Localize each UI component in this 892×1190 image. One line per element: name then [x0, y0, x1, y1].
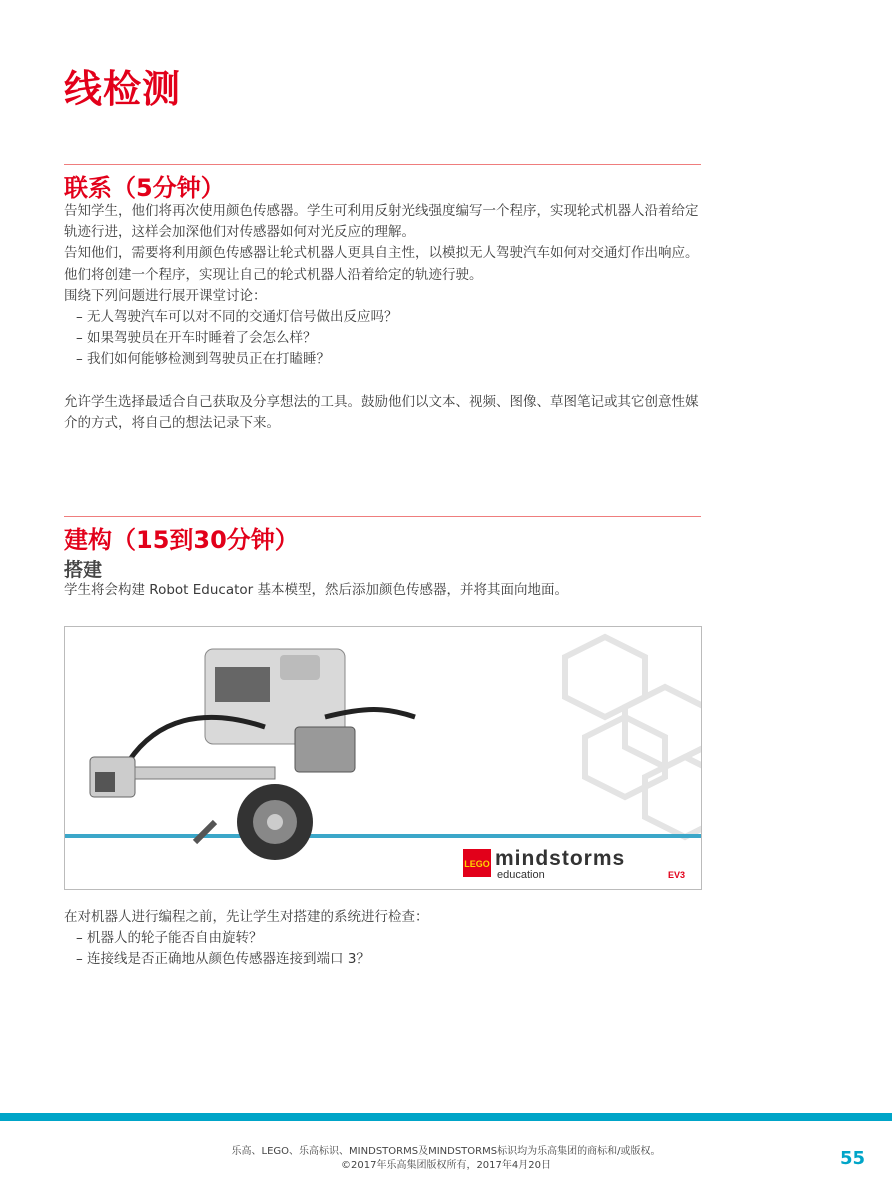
- section-connect-body: [64, 201, 704, 434]
- list-item: – 我们如何能够检测到驾驶员正在打瞌睡？: [76, 351, 331, 368]
- build-intro: 学生将会构建 Robot Educator 基本模型，然后添加颜色传感器，并将其面向地面。: [64, 582, 568, 598]
- page-number: 55: [840, 1148, 866, 1169]
- hexagon-pattern: [565, 637, 701, 837]
- robot-model-image: [64, 626, 702, 890]
- paragraph: 围绕下列问题进行展开课堂讨论：: [64, 287, 267, 304]
- section-heading-construct: 建构（15到30分钟）: [64, 526, 299, 554]
- lego-logo-text: LEGO: [464, 859, 490, 869]
- mindstorms-logo: [463, 847, 685, 881]
- footer-bar: [0, 1113, 892, 1121]
- section-heading-connect: 联系（5分钟）: [64, 174, 225, 202]
- paragraph: 在对机器人进行编程之前，先让学生对搭建的系统进行检查：: [64, 909, 429, 925]
- footer-copyright: ©2017年乐高集团版权所有，2017年4月20日: [341, 1160, 551, 1171]
- check-list: [64, 907, 704, 971]
- footer-trademark: 乐高、LEGO、乐高标识、MINDSTORMS及MINDSTORMS标识均为乐高集团的商标和/或版权。: [231, 1146, 661, 1157]
- page-title: 线检测: [64, 67, 182, 111]
- list-item: – 无人驾驶汽车可以对不同的交通灯信号做出反应吗？: [76, 309, 398, 326]
- list-item: – 如果驾驶员在开车时睡着了会怎么样？: [76, 330, 317, 347]
- subheading-build: 搭建: [64, 559, 103, 581]
- mindstorms-logo-text: mindstorms: [495, 847, 626, 870]
- list-item: – 连接线是否正确地从颜色传感器连接到端口 3？: [76, 951, 370, 968]
- paragraph: 告知学生，他们将再次使用颜色传感器。学生可利用反射光线强度编写一个程序，实现轮式机器人沿着给定轨迹行进，这样会加深他们对传感器如何对光反应的理解。: [64, 203, 699, 241]
- robot: [90, 649, 415, 860]
- list-item: – 机器人的轮子能否自由旋转？: [76, 930, 263, 947]
- paragraph: 允许学生选择最适合自己获取及分享想法的工具。鼓励他们以文本、视频、图像、草图笔记或其它创意性媒介的方式，将自己的想法记录下来。: [64, 393, 699, 432]
- robot-illustration: [65, 627, 701, 889]
- paragraph: 他们将创建一个程序，实现让自己的轮式机器人沿着给定的轨迹行驶。: [64, 266, 483, 283]
- divider: [64, 164, 701, 165]
- ev3-logo-text: EV3: [667, 870, 685, 880]
- paragraph: 告知他们，需要将利用颜色传感器让轮式机器人更具自主性，以模拟无人驾驶汽车如何对交通灯作出响应。: [64, 245, 699, 262]
- divider: [64, 516, 701, 517]
- education-logo-text: education: [497, 869, 545, 881]
